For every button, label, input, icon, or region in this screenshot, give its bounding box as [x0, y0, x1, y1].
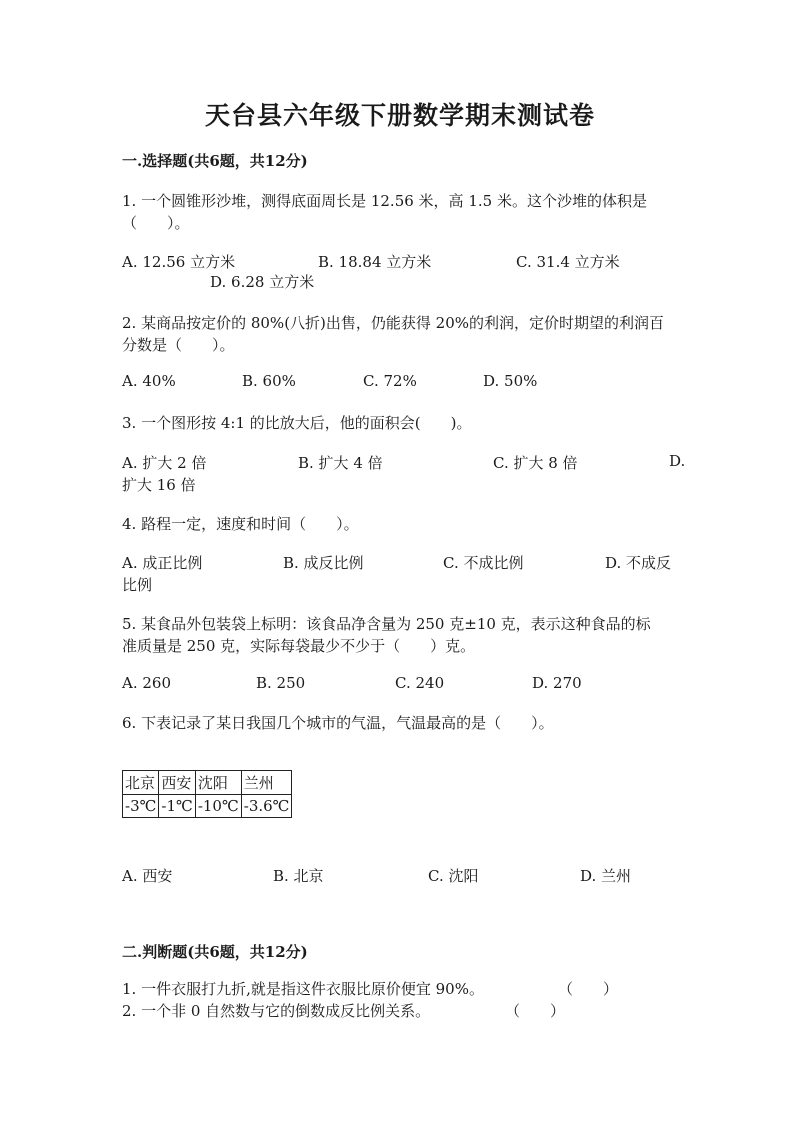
question-5-option-c: C. 240 [395, 674, 445, 692]
question-6-option-d: D. 兰州 [580, 867, 632, 885]
table-cell: -3.6℃ [241, 795, 292, 818]
table-cell: 北京 [123, 771, 159, 795]
question-5-line1: 5. 某食品外包装袋上标明：该食品净含量为 250 克±10 克，表示这种食品的标 [122, 615, 651, 633]
section-heading-choice: 一.选择题(共6题，共12分) [122, 152, 308, 170]
question-4-line1: 4. 路程一定，速度和时间（ ）。 [122, 515, 359, 533]
question-1-option-d: D. 6.28 立方米 [210, 273, 315, 291]
judgment-item-1-text: 1. 一件衣服打九折,就是指这件衣服比原价便宜 90%。 [122, 980, 484, 998]
judgment-item-1-blank: （ ） [558, 980, 619, 998]
question-2-option-a: A. 40% [122, 372, 176, 390]
question-5-option-a: A. 260 [122, 674, 171, 692]
question-2-option-b: B. 60% [242, 372, 296, 390]
question-2-line1: 2. 某商品按定价的 80%(八折)出售，仍能获得 20%的利润，定价时期望的利润百 [122, 314, 665, 332]
question-6-option-b: B. 北京 [273, 867, 324, 885]
judgment-item-2-blank: （ ） [505, 1002, 566, 1020]
question-3-option-c: C. 扩大 8 倍 [493, 454, 578, 472]
table-cell: -10℃ [195, 795, 241, 818]
question-1-line1: 1. 一个圆锥形沙堆，测得底面周长是 12.56 米，高 1.5 米。这个沙堆的体积是 [122, 192, 647, 210]
question-4-option-d-cont: 比例 [122, 576, 153, 594]
question-1-option-b: B. 18.84 立方米 [318, 253, 432, 271]
question-3-option-a: A. 扩大 2 倍 [122, 454, 207, 472]
table-cell: 西安 [159, 771, 195, 795]
question-6-option-c: C. 沈阳 [428, 867, 479, 885]
table-cell: 沈阳 [195, 771, 241, 795]
question-2-option-d: D. 50% [483, 372, 538, 390]
question-5-option-d: D. 270 [532, 674, 582, 692]
table-cell: 兰州 [241, 771, 292, 795]
question-3-option-b: B. 扩大 4 倍 [298, 454, 383, 472]
table-cell: -3℃ [123, 795, 159, 818]
question-2-line2: 分数是（ ）。 [122, 336, 235, 354]
section-heading-judgment: 二.判断题(共6题，共12分) [122, 943, 308, 961]
page-title: 天台县六年级下册数学期末测试卷 [204, 101, 595, 130]
temperature-table [122, 770, 292, 818]
table-row-temps [123, 795, 292, 818]
question-2-option-c: C. 72% [363, 372, 417, 390]
question-3-option-d-label: D. [669, 452, 686, 470]
question-4-option-c: C. 不成比例 [443, 554, 524, 572]
question-1-line2: （ ）。 [122, 214, 190, 232]
question-5-option-b: B. 250 [256, 674, 306, 692]
table-cell: -1℃ [159, 795, 195, 818]
question-6-option-a: A. 西安 [122, 867, 173, 885]
question-4-option-a: A. 成正比例 [122, 554, 203, 572]
question-3-line1: 3. 一个图形按 4:1 的比放大后，他的面积会( )。 [122, 414, 472, 432]
table-row-cities [123, 771, 292, 795]
question-1-option-a: A. 12.56 立方米 [122, 253, 236, 271]
question-1-option-c: C. 31.4 立方米 [516, 253, 620, 271]
judgment-item-2-text: 2. 一个非 0 自然数与它的倒数成反比例关系。 [122, 1002, 431, 1020]
question-5-line2: 准质量是 250 克，实际每袋最少不少于（ ）克。 [122, 637, 476, 655]
question-4-option-b: B. 成反比例 [283, 554, 364, 572]
question-6-line1: 6. 下表记录了某日我国几个城市的气温，气温最高的是（ ）。 [122, 714, 554, 732]
question-3-option-d-text: 扩大 16 倍 [122, 476, 196, 494]
question-4-option-d: D. 不成反 [605, 554, 672, 572]
